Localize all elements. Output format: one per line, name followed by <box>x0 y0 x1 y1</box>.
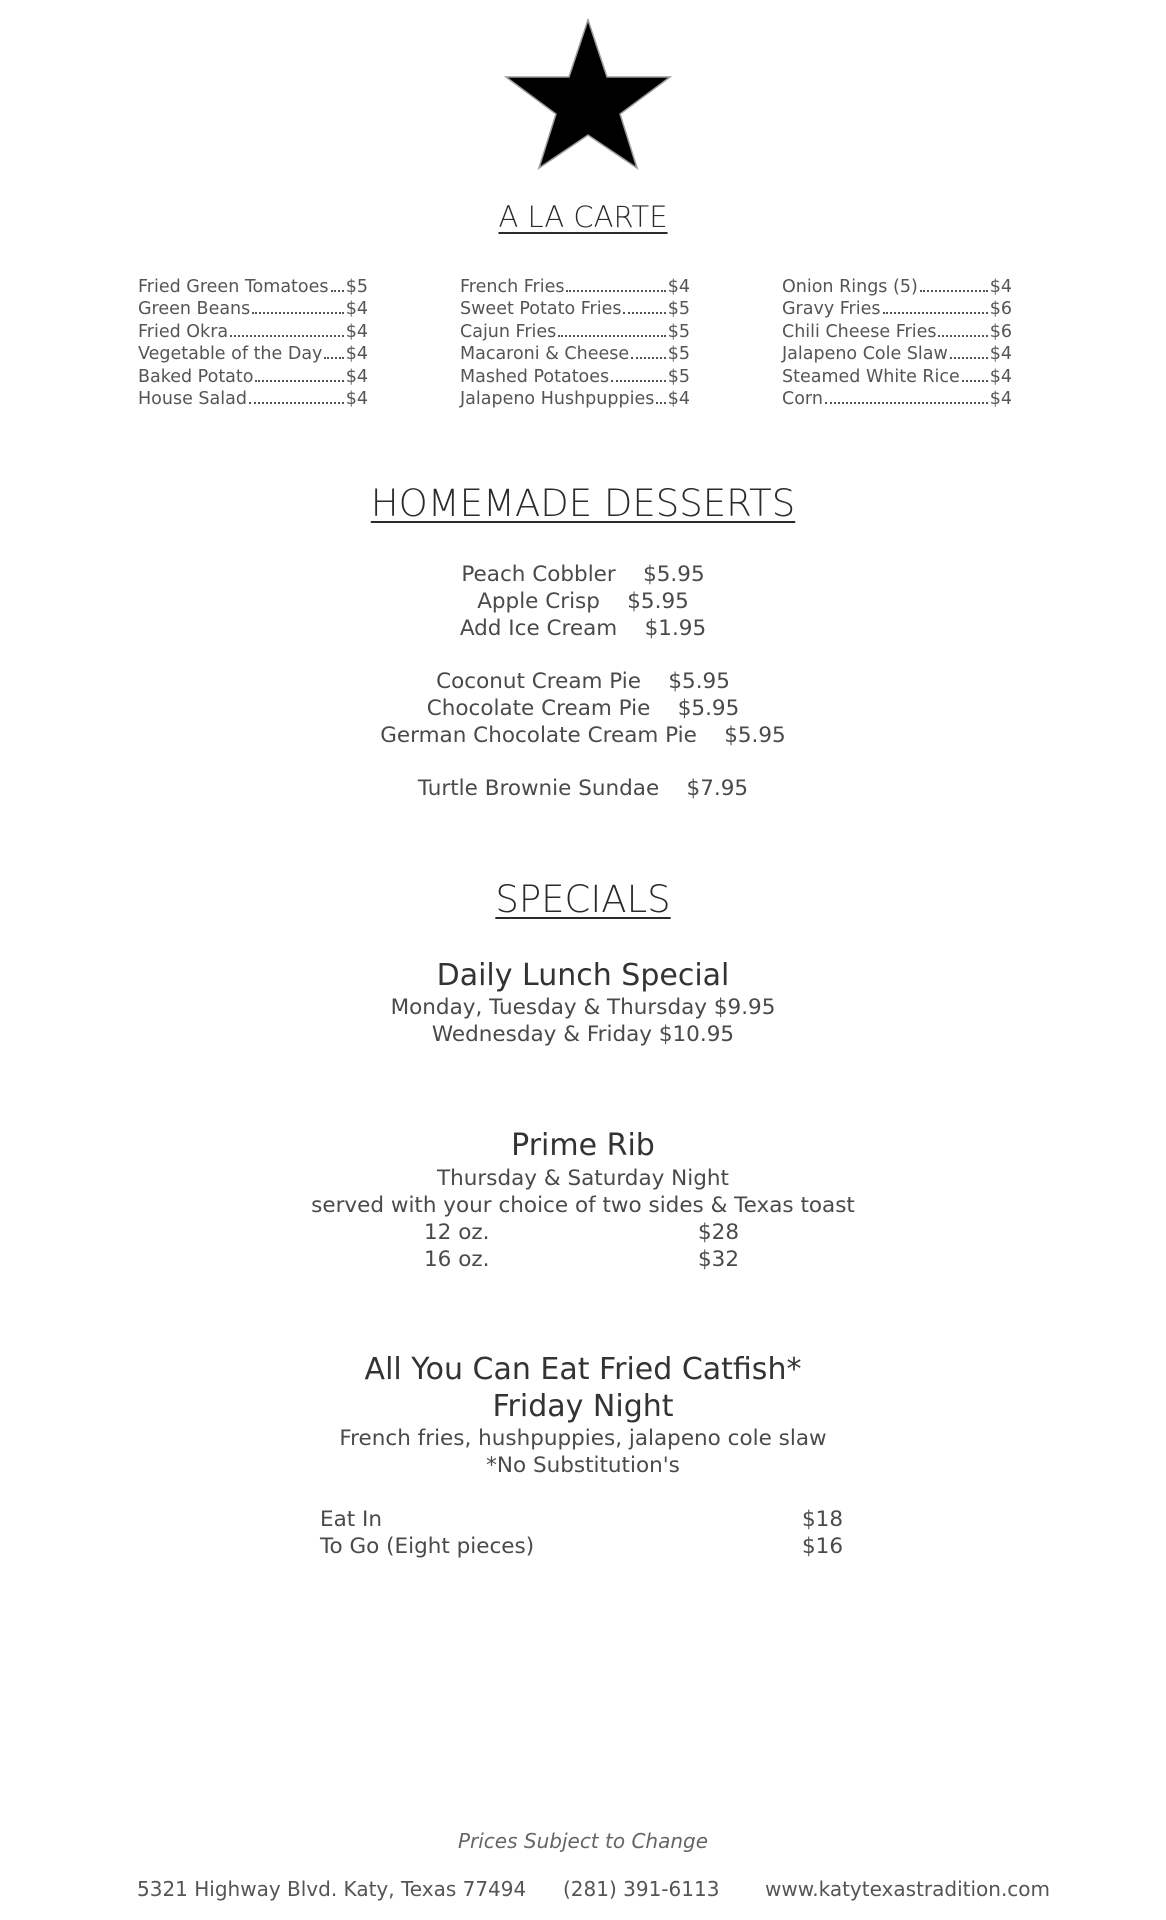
item-price: $4 <box>345 366 368 387</box>
prime-rib-price: $32 <box>698 1247 740 1272</box>
dessert-item <box>0 776 1166 801</box>
item-name: Cajun Fries <box>460 321 557 342</box>
menu-item <box>460 319 690 342</box>
catfish-subtitle: Friday Night <box>492 1389 674 1424</box>
dessert-price: $1.95 <box>644 616 707 641</box>
menu-item <box>782 387 1012 410</box>
item-name: Green Beans <box>138 299 251 319</box>
item-price: $4 <box>345 321 368 342</box>
item-name: Macaroni & Cheese <box>460 344 630 364</box>
menu-item <box>460 387 690 410</box>
item-price: $4 <box>667 276 690 297</box>
dessert-item <box>0 696 1166 721</box>
dessert-item <box>0 589 1166 614</box>
item-name: Fried Okra <box>138 321 229 342</box>
menu-item <box>460 364 690 387</box>
item-name: Gravy Fries <box>782 299 881 319</box>
dessert-item <box>0 669 1166 694</box>
menu-item <box>782 364 1012 387</box>
item-price: $4 <box>989 276 1012 297</box>
menu-item <box>138 387 368 410</box>
item-name: Mashed Potatoes <box>460 366 610 387</box>
dessert-name: Turtle Brownie Sundae <box>417 776 660 801</box>
catfish-option-label: Eat In <box>320 1507 382 1532</box>
star-icon <box>503 18 673 170</box>
item-price: $4 <box>667 389 690 409</box>
catfish-option-price: $16 <box>802 1534 844 1559</box>
a-la-carte-column-3 <box>782 274 1012 409</box>
catfish-option-label: To Go (Eight pieces) <box>320 1534 535 1559</box>
menu-item <box>782 274 1012 297</box>
item-price: $5 <box>667 344 690 364</box>
a-la-carte-heading: A LA CARTE <box>498 200 668 234</box>
item-price: $5 <box>345 276 368 297</box>
prime-rib-description: served with your choice of two sides & Texas toast <box>311 1193 855 1218</box>
item-name: Fried Green Tomatoes <box>138 276 329 297</box>
dessert-item <box>0 562 1166 587</box>
dessert-item <box>0 616 1166 641</box>
catfish-title: All You Can Eat Fried Catfish* <box>364 1352 802 1387</box>
lunch-special-line: Wednesday & Friday $10.95 <box>431 1022 735 1047</box>
menu-item <box>138 364 368 387</box>
dessert-name: Chocolate Cream Pie <box>426 696 651 721</box>
item-name: Onion Rings (5) <box>782 276 918 297</box>
item-name: Jalapeno Hushpuppies <box>460 389 655 409</box>
menu-item <box>460 274 690 297</box>
dessert-price: $5.95 <box>668 669 730 694</box>
item-name: Chili Cheese Fries <box>782 321 937 342</box>
menu-item <box>138 319 368 342</box>
menu-item <box>138 342 368 365</box>
prime-rib-title: Prime Rib <box>511 1128 655 1163</box>
dessert-name: Apple Crisp <box>477 589 600 614</box>
menu-item <box>138 297 368 320</box>
menu-item <box>460 297 690 320</box>
item-name: Vegetable of the Day <box>138 344 323 364</box>
dessert-price: $5.95 <box>677 696 740 721</box>
dessert-name: Peach Cobbler <box>461 562 616 587</box>
menu-item <box>782 297 1012 320</box>
dessert-name: Coconut Cream Pie <box>436 669 641 694</box>
item-price: $4 <box>345 299 368 319</box>
item-price: $5 <box>667 366 690 387</box>
item-name: Sweet Potato Fries <box>460 299 622 319</box>
item-price: $4 <box>989 344 1012 364</box>
prices-note: Prices Subject to Change <box>457 1829 709 1853</box>
lunch-special-title: Daily Lunch Special <box>436 958 730 993</box>
dessert-price: $5.95 <box>627 589 689 614</box>
a-la-carte-column-2 <box>460 274 690 409</box>
prime-rib-subtitle: Thursday & Saturday Night <box>437 1166 729 1191</box>
menu-item <box>782 319 1012 342</box>
item-name: Baked Potato <box>138 366 254 387</box>
catfish-description: French fries, hushpuppies, jalapeno cole slaw <box>339 1426 827 1451</box>
catfish-note: *No Substitution's <box>486 1453 680 1478</box>
prime-rib-size: 16 oz. <box>424 1247 490 1272</box>
desserts-heading: HOMEMADE DESSERTS <box>370 482 796 525</box>
menu-item <box>782 342 1012 365</box>
item-name: Jalapeno Cole Slaw <box>782 344 948 364</box>
item-price: $4 <box>345 389 368 409</box>
address: 5321 Highway Blvd. Katy, Texas 77494 <box>137 1877 527 1901</box>
item-name: French Fries <box>460 276 565 297</box>
a-la-carte-column-1 <box>138 274 368 409</box>
catfish-option-price: $18 <box>802 1507 844 1532</box>
dessert-price: $7.95 <box>686 776 749 801</box>
dessert-price: $5.95 <box>643 562 705 587</box>
item-price: $4 <box>989 366 1012 387</box>
item-name: House Salad <box>138 389 247 409</box>
item-name: Steamed White Rice <box>782 366 960 387</box>
specials-heading: SPECIALS <box>495 878 671 921</box>
menu-item <box>460 342 690 365</box>
item-price: $5 <box>667 321 690 342</box>
website-link[interactable]: www.katytexastradition.com <box>765 1877 1051 1901</box>
lunch-special-line: Monday, Tuesday & Thursday $9.95 <box>390 995 776 1020</box>
dessert-price: $5.95 <box>724 723 786 748</box>
item-name: Corn <box>782 389 823 409</box>
prime-rib-price: $28 <box>698 1220 740 1245</box>
item-price: $6 <box>989 321 1012 342</box>
item-price: $4 <box>345 344 368 364</box>
dessert-name: Add Ice Cream <box>459 616 618 641</box>
dessert-item <box>0 723 1166 748</box>
item-price: $5 <box>667 299 690 319</box>
item-price: $4 <box>989 389 1012 409</box>
item-price: $6 <box>989 299 1012 319</box>
dessert-name: German Chocolate Cream Pie <box>380 723 697 748</box>
menu-item <box>138 274 368 297</box>
phone-number[interactable]: (281) 391-6113 <box>563 1877 720 1901</box>
prime-rib-size: 12 oz. <box>424 1220 490 1245</box>
